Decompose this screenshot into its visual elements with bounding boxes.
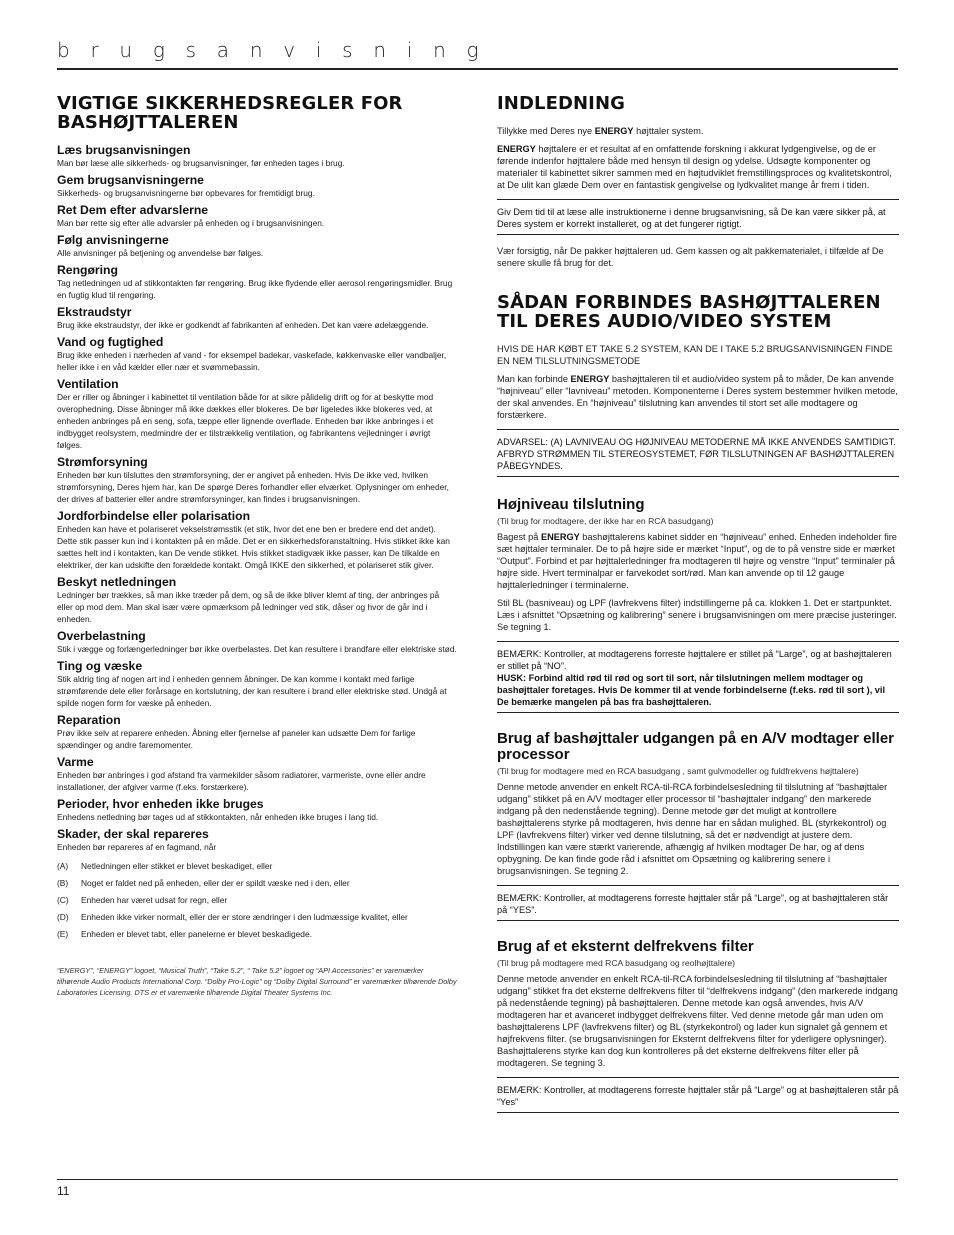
connect-paragraph-2 <box>497 373 899 421</box>
high-level-title: Højniveau tilslutning <box>497 496 645 513</box>
av-output-note-box <box>497 885 899 921</box>
warning-text: ADVARSEL: (A) LAVNIVEAU OG HØJNIVEAU METODERNE MÅ IKKE ANVENDES SAMTIDIGT. AFBRYD STRØMMEN TIL STEREOSYSTEMET, FØR TILSLUTNINGEN AF BASHØJTTALEREN PÅBEGYNDES. <box>497 437 896 471</box>
av-output-title: Brug af bashøjttaler udgangen på en A/V modtager eller processor <box>497 730 895 763</box>
safety-rule-text: Enheden bør kun tilsluttes den strømforsyning, der er angivet på enheden. Hvis De ikke ved, hvilken strømforsyning, Deres hjem har, kan De spørge Deres forhandler eller elværket. Oplysninger om enheder, der drives af batterier eller andre strømforsyninger, kan findes i brugsanvisningen. <box>57 470 449 504</box>
external-crossover-paragraph: Denne metode anvender en enkelt RCA-til-RCA forbindelsesledning til tilslutning af “bashøjttaler udgang” stikket fra det eksterne delfrekvens filter til “delfrekvens indgang” (den markerede indgang på nedenstående tegning) på bashøjttaleren. Denne metode kan også anvendes, hvis A/V modtageren har et avanceret indbygget delfrekvens filter. Ved denne metode går man uden om bashøjttalerens LPF (lavfrekvens filter) og BL (styrkekontrol) og lader kun signalet gå gennem et højfrekvens filter. (se brugsanvisningen for Eksternt delfrekvens filter for yderligere oplysninger). Bashøjttalerens styrke kan dog kun kontrolleres på det eksterne delfrekvens filter eller på modtageren. Se tegning 3. <box>497 974 898 1068</box>
damage-condition-key: (A) <box>57 861 69 871</box>
safety-rule-text: Der er riller og åbninger i kabinettet til ventilation både for at sikre pålidelig drift og for at beskytte mod overophedning. Disse åbninger må ikke dækkes eller blokeres. De bør ligeledes ikke blokeres ved, at enheden anbringes på en seng, sofa, tæppe eller lignende overflade. Enheden bør ikke anbringes i et indbygget reolsystem, medmindre der er tilstrækkelig ventilation, og fabrikantens vejledninger i øvrigt følges. <box>57 392 434 450</box>
high-level-note-2: HUSK: Forbind altid rød til rød og sort til sort, når tilslutningen mellem modtager og bashøjttaler foretages. Hvis De kommer til at vende forbindelserne (f.eks. rød til sort ), vil De bemærke mangelen på bas fra bashøjttaleren. <box>497 673 886 707</box>
high-level-note-1: BEMÆRK: Kontroller, at modtagerens forreste højttalere er stillet på “Large”, og at bashøjttaleren er stillet på “NO”. <box>497 649 892 671</box>
connect-text: Man kan forbinde <box>497 374 571 384</box>
brand-name: ENERGY <box>570 374 610 384</box>
safety-rule-text: Tag netledningen ud af stikkontakten før rengøring. Brug ikke flydende eller aerosol rengøringsmidler. Brug en fugtig klud til rengøring. <box>57 278 453 300</box>
safety-rule-heading: Varme <box>57 755 94 769</box>
safety-rules-list <box>57 144 457 853</box>
left-column <box>57 94 457 998</box>
brand-name: ENERGY <box>540 532 580 542</box>
damage-condition-item <box>57 858 457 875</box>
intro-paragraph-2 <box>497 143 899 191</box>
intro-text: højttalere er et resultat af en omfattende forskning i akkurat lydgengivelse, og de er førende indenfor højttalere både med hensyn til design og ydelse. Udsøgte komponenter og materialer til kabinettet sikrer sammen med en højtudviklet fremstillingsproces og kvalitetskontrol, at De ulit kan glæde Dem over en fantastisk gengivelse og lydkvalitet mange år frem i tiden. <box>497 144 892 190</box>
high-level-paragraph-2: Stil BL (basniveau) og LPF (lavfrekvens filter) indstillingerne på ca. klokken 1. Det er startpunktet. Læs i afsnittet “Opsætning og kalibrering” senere i brugsanvisningen om mere præcise justeringer. Se tegning 1. <box>497 598 897 632</box>
high-level-note-box <box>497 641 899 713</box>
safety-rule-heading: Overbelastning <box>57 629 146 643</box>
warning-box <box>497 429 899 477</box>
damage-condition-item <box>57 909 457 926</box>
safety-rule <box>57 576 457 625</box>
safety-rule <box>57 144 457 169</box>
connect-title: SÅDAN FORBINDES BASHØJTTALEREN TIL DERES AUDIO/VIDEO SYSTEM <box>497 292 881 332</box>
damage-condition-text: Noget er faldet ned på enheden, eller der er spildt væske ned i den, eller <box>81 878 350 888</box>
damage-condition-key: (E) <box>57 929 69 939</box>
safety-rule-heading: Læs brugsanvisningen <box>57 143 191 157</box>
av-output-paragraph: Denne metode anvender en enkelt RCA-til-RCA forbindelsesledning til tilslutning af “bashøjttaler udgang” stikket på en A/V modtager eller processor til “bashøjttaler indgang” den markerede indgang på den nedenstående tegning). Denne metode gør det muligt at kontrollere bashøjttalerens styrke på modtageren, hvis denne har en sådan mulighed. BL (styrkekontrol) og LPF (lavfrekvens filter) virker ved denne tilslutning, så det er nødvendigt at justere dem. Indstillingen kan være stærkt varierende, afhængig af hvilken modtager De har, og af dens opbygning. De kan finde gode råd i afsnittet om Opsætning og kalibrering senere i brugsanvisningen. Se tegning 2. <box>497 782 888 876</box>
safety-rule-text: Man bør læse alle sikkerheds- og brugsanvisninger, før enheden tages i brug. <box>57 158 345 168</box>
safety-rule-text: Enheden kan have et polariseret vekselstrømsstik (et stik, hvor det ene ben er bredere end det andet). Dette stik passer kun ind i kontakten på en måde. Det er en sikkerhedsforanstaltning. Hvis stikket ikke kan sættes helt ind i kontakten, kan De vende stikket. Hvis stikket stadigvæk ikke passer, kan De tilkalde en elektriker, der kan udskifte den forældede kontakt. Omgå IKKE den sikkerhed, et polariseret stik giver. <box>57 524 450 570</box>
safety-rule <box>57 264 457 301</box>
page-number: 11 <box>57 1184 70 1198</box>
safety-rule <box>57 828 457 853</box>
safety-rule-text: Stik i vægge og forlængerledninger bør ikke overbelastes. Det kan resultere i brandfare eller elektriske stød. <box>57 644 457 654</box>
damage-condition-key: (C) <box>57 895 69 905</box>
damage-condition-text: Enheden har været udsat for regn, eller <box>81 895 228 905</box>
page-header <box>57 38 898 70</box>
high-level-text: Bagest på <box>497 532 541 542</box>
damage-condition-key: (B) <box>57 878 69 888</box>
safety-rule-heading: Beskyt netledningen <box>57 575 177 589</box>
safety-rule <box>57 630 457 655</box>
safety-rule <box>57 174 457 199</box>
safety-rule-text: Prøv ikke selv at reparere enheden. Åbning eller fjernelse af paneler kan udsætte Dem for farlige spændinger og andre faremomenter. <box>57 728 416 750</box>
external-crossover-note: BEMÆRK: Kontroller, at modtagerens forreste højttaler står på “Large” og at bashøjttaleren står på “Yes” <box>497 1085 899 1107</box>
safety-rule <box>57 456 457 505</box>
safety-rule <box>57 378 457 451</box>
external-crossover-title: Brug af et eksternt delfrekvens filter <box>497 938 754 955</box>
safety-rule-text: Ledninger bør trækkes, så man ikke træder på dem, og så de ikke bliver klemt af ting, der anbringes på eller op mod dem. Man skal især være opmærksom på ledninger ved stik, dåser og hvor de går ind i enheden. <box>57 590 440 624</box>
running-title: b r u g s a n v i s n i n g <box>57 38 486 62</box>
safety-title: VIGTIGE SIKKERHEDSREGLER FOR BASHØJTTALEREN <box>57 93 403 133</box>
safety-rule-heading: Ret Dem efter advarslerne <box>57 203 209 217</box>
safety-rule <box>57 336 457 373</box>
right-column <box>497 94 899 1123</box>
damage-condition-text: Enheden ikke virker normalt, eller der er store ændringer i den ludmæssige kvalitet, eller <box>81 912 408 922</box>
damage-condition-key: (D) <box>57 912 69 922</box>
safety-rule-text: Enheden bør anbringes i god afstand fra varmekilder såsom radiatorer, varmeriste, ovne eller andre installationer, der afgiver varme (f.eks. forstærkere). <box>57 770 426 792</box>
trademark-notice: “ENERGY”, “ENERGY” logoet, “Musical Truth”, “Take 5.2”, “ Take 5.2” logoet og “API Accessories” er varemærker tilhørende Audio Products International Corp. “Dolby Pro-Logic” og “Dolby Digital Surround” er varemærker tilhørende Dolby Laboratories Licensing. DTS er et varemærke tilhørende Digital Theater Systems Inc. <box>57 966 457 997</box>
damage-conditions-list <box>57 858 457 943</box>
safety-rule-text: Brug ikke ekstraudstyr, der ikke er godkendt af fabrikanten af enheden. Det kan være ødelæggende. <box>57 320 429 330</box>
safety-rule-heading: Jordforbindelse eller polarisation <box>57 509 251 523</box>
safety-rule-heading: Ventilation <box>57 377 119 391</box>
safety-rule-heading: Vand og fugtighed <box>57 335 164 349</box>
intro-text: højttaler system. <box>633 126 704 136</box>
safety-rule <box>57 234 457 259</box>
safety-rule-heading: Strømforsyning <box>57 455 148 469</box>
high-level-scope: (Til brug for modtagere, der ikke har en RCA basudgang) <box>497 516 714 526</box>
damage-condition-item <box>57 892 457 909</box>
av-output-note: BEMÆRK: Kontroller, at modtagerens forreste højttaler står på “Large”, og at bashøjttaleren står på “YES”. <box>497 893 889 915</box>
safety-rule-heading: Ting og væske <box>57 659 143 673</box>
safety-rule <box>57 204 457 229</box>
safety-rule <box>57 660 457 709</box>
safety-rule <box>57 714 457 751</box>
intro-title: INDLEDNING <box>497 93 626 114</box>
intro-paragraph-1 <box>497 125 899 137</box>
external-crossover-scope: (Til brug på modtagere med RCA basudgang og reolhøjttalere) <box>497 958 736 968</box>
footer-rule <box>57 1179 898 1180</box>
connect-paragraph-1: HVIS DE HAR KØBT ET TAKE 5.2 SYSTEM, KAN DE I TAKE 5.2 BRUGSANVISNINGEN FINDE EN NEM TILSLUTNINGSMETODE <box>497 344 893 366</box>
safety-rule-text: Enheden bør repareres af en fagmand, når <box>57 842 217 852</box>
safety-rule-heading: Følg anvisningerne <box>57 233 169 247</box>
safety-rule-heading: Rengøring <box>57 263 118 277</box>
safety-rule-text: Alle anvisninger på betjening og anvendelse bør følges. <box>57 248 264 258</box>
safety-rule <box>57 306 457 331</box>
safety-rule-text: Stik aldrig ting af nogen art ind i enheden gennem åbninger. De kan komme i kontakt med farlige strømførende dele eller forårsage en kortslutning, der kan resultere i brand eller elektriske stød. Undgå at spilde nogen form for væske på enheden. <box>57 674 447 708</box>
safety-rule-heading: Reparation <box>57 713 121 727</box>
damage-condition-item <box>57 926 457 943</box>
intro-text: Tillykke med Deres nye <box>497 126 595 136</box>
safety-rule-heading: Ekstraudstyr <box>57 305 132 319</box>
damage-condition-text: Enheden er blevet tabt, eller panelerne er blevet beskadigede. <box>81 929 312 939</box>
safety-rule <box>57 798 457 823</box>
brand-name: ENERGY <box>594 126 634 136</box>
intro-paragraph-3: Vær forsigtig, når De pakker højttaleren ud. Gem kassen og alt pakkematerialet, i tilfælde af De senere skulle få brug for det. <box>497 246 884 268</box>
brand-name: ENERGY <box>497 144 536 154</box>
safety-rule-heading: Perioder, hvor enheden ikke bruges <box>57 797 264 811</box>
safety-rule-text: Man bør rette sig efter alle advarsler på enheden og i brugsanvisningen. <box>57 218 325 228</box>
safety-rule-heading: Skader, der skal repareres <box>57 827 209 841</box>
high-level-paragraph-1 <box>497 531 899 591</box>
safety-rule-text: Brug ikke enheden i nærheden af vand - for eksempel badekar, vaskefade, køkkenvaske eller vandbaljer, heller ikke i en våd kælder eller nær et svømmebassin. <box>57 350 447 372</box>
connect-text: bashøjttaleren til et audio/video system på to måder, De kan anvende “højniveau” eller “lavniveau” metoden. Komponenterne i Deres system bestemmer hvilken metode, der skal anvendes. En “højniveau” tilslutning kan anvendes til stort set alle modtagere og forstærkere. <box>497 374 898 420</box>
external-crossover-note-box <box>497 1077 899 1113</box>
av-output-scope: (Til brug for modtagere med en RCA basudgang , samt gulvmodeller og fuldfrekvens højttalere) <box>497 766 859 776</box>
intro-note: Giv Dem tid til at læse alle instruktionerne i denne brugsanvisning, så De kan være sikker på, at Deres system er korrekt installeret, og at det fungerer rigtigt. <box>497 207 886 229</box>
damage-condition-text: Netledningen eller stikket er blevet beskadiget, eller <box>81 861 273 871</box>
safety-rule <box>57 756 457 793</box>
safety-rule-text: Sikkerheds- og brugsanvisningerne bør opbevares for fremtidigt brug. <box>57 188 315 198</box>
damage-condition-item <box>57 875 457 892</box>
safety-rule-heading: Gem brugsanvisningerne <box>57 173 204 187</box>
safety-rule-text: Enhedens netledning bør tages ud af stikkontakten, når enheden ikke bruges i lang tid. <box>57 812 379 822</box>
intro-note-box <box>497 199 899 235</box>
safety-rule <box>57 510 457 571</box>
high-level-text: bashøjttalerens kabinet sidder en “højniveau” enhed. Enheden indeholder fire sæt højttaler terminaler. De to på højre side er mærket “Input”, og de to på venstre side er mærket “Output”. Forbind et par højttalerledninger fra modtageren til højre og venstre “Input” terminaler på højre side. Hvert terminalpar er farvekodet sort/rød. Man kan anvende op til 12 gauge højttalerledninger i terminalerne. <box>497 532 897 590</box>
